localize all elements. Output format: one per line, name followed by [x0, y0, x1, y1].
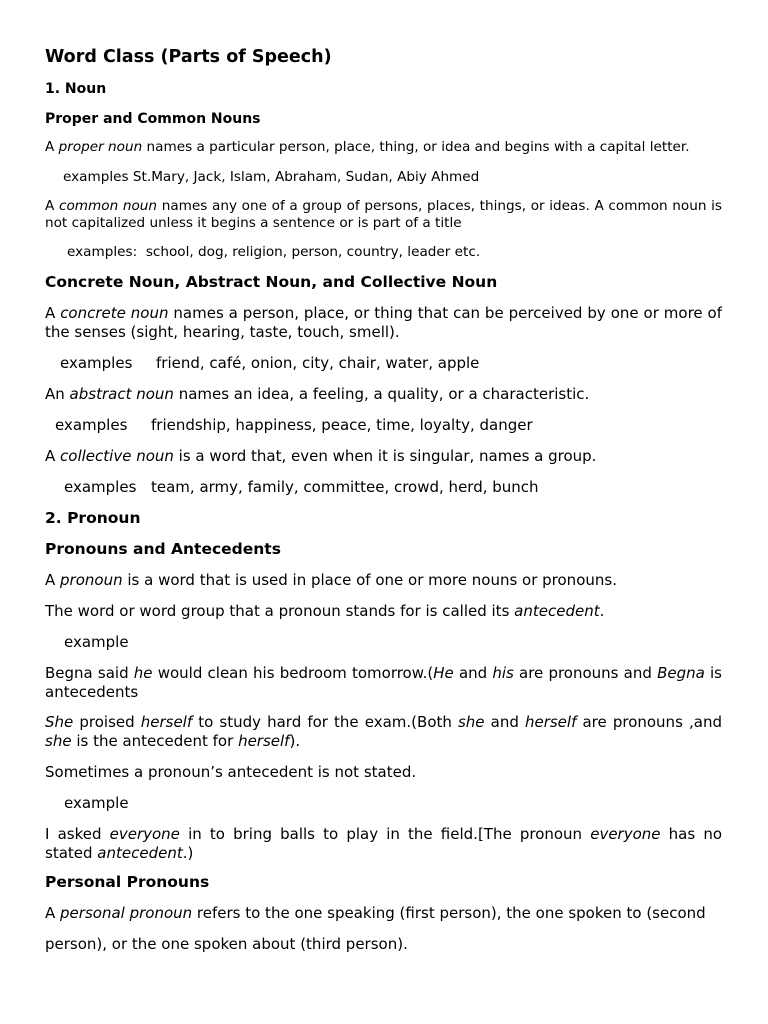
term-abstract-noun: abstract noun [69, 385, 174, 403]
page-title: Word Class (Parts of Speech) [45, 47, 332, 67]
common-noun-examples: examples: school, dog, religion, person, country, leader etc. [67, 244, 481, 260]
term-common-noun: common noun [58, 198, 158, 214]
collective-noun-definition: A collective noun is a word that, even when it is singular, names a group. [45, 447, 597, 465]
pronoun-definition: A pronoun is a word that is used in place of one or more nouns or pronouns. [45, 571, 617, 589]
personal-pronoun-definition-line1: A personal pronoun refers to the one speaking (first person), the one spoken to (second [45, 904, 706, 922]
concrete-noun-examples: examples friend, café, onion, city, chair, water, apple [60, 354, 480, 372]
abstract-noun-examples: examples friendship, happiness, peace, time, loyalty, danger [55, 416, 533, 434]
example-sentence-begna: Begna said he would clean his bedroom tomorrow.(He and his are pronouns and Begna is antecedents [45, 664, 722, 701]
example-label-2: example [64, 794, 129, 812]
example-label: example [64, 633, 129, 651]
proper-noun-definition: A proper noun names a particular person, place, thing, or idea and begins with a capital letter. [45, 139, 690, 155]
term-collective-noun: collective noun [60, 447, 174, 465]
examples-label: examples [60, 354, 133, 372]
unstated-antecedent-note: Sometimes a pronoun’s antecedent is not stated. [45, 763, 417, 781]
examples-label: examples [55, 416, 128, 434]
term-pronoun: pronoun [60, 571, 123, 589]
examples-label: examples [64, 478, 137, 496]
example-sentence-everyone: I asked everyone in to bring balls to play in the field.[The pronoun everyone has no stated antecedent.) [45, 825, 723, 862]
subheading-concrete-abstract-collective: Concrete Noun, Abstract Noun, and Collective Noun [45, 273, 498, 291]
term-concrete-noun: concrete noun [60, 304, 169, 322]
common-noun-definition: A common noun names any one of a group of persons, places, things, or ideas. A common noun is not capitalized unless it begins a sentence or is part of a title [45, 198, 722, 231]
section-heading-pronoun: 2. Pronoun [45, 509, 141, 527]
term-antecedent: antecedent [514, 602, 600, 620]
personal-pronoun-definition-line2: person), or the one spoken about (third person). [45, 935, 408, 953]
subheading-personal-pronouns: Personal Pronouns [45, 873, 210, 891]
example-sentence-herself: She proised herself to study hard for the exam.(Both she and herself are pronouns ,and she is the antecedent for herself). [45, 713, 722, 750]
subheading-proper-common: Proper and Common Nouns [45, 111, 261, 127]
antecedent-definition: The word or word group that a pronoun stands for is called its antecedent. [45, 602, 605, 620]
subheading-pronouns-antecedents: Pronouns and Antecedents [45, 540, 281, 558]
section-heading-noun: 1. Noun [45, 81, 107, 97]
abstract-noun-definition: An abstract noun names an idea, a feeling, a quality, or a characteristic. [45, 385, 590, 403]
concrete-noun-definition: A concrete noun names a person, place, or thing that can be perceived by one or more of the senses (sight, hearing, taste, touch, smell). [45, 304, 723, 341]
term-proper-noun: proper noun [58, 139, 143, 155]
term-personal-pronoun: personal pronoun [60, 904, 193, 922]
proper-noun-examples: examples St.Mary, Jack, Islam, Abraham, Sudan, Abiy Ahmed [63, 169, 480, 185]
collective-noun-examples: examples team, army, family, committee, crowd, herd, bunch [64, 478, 539, 496]
